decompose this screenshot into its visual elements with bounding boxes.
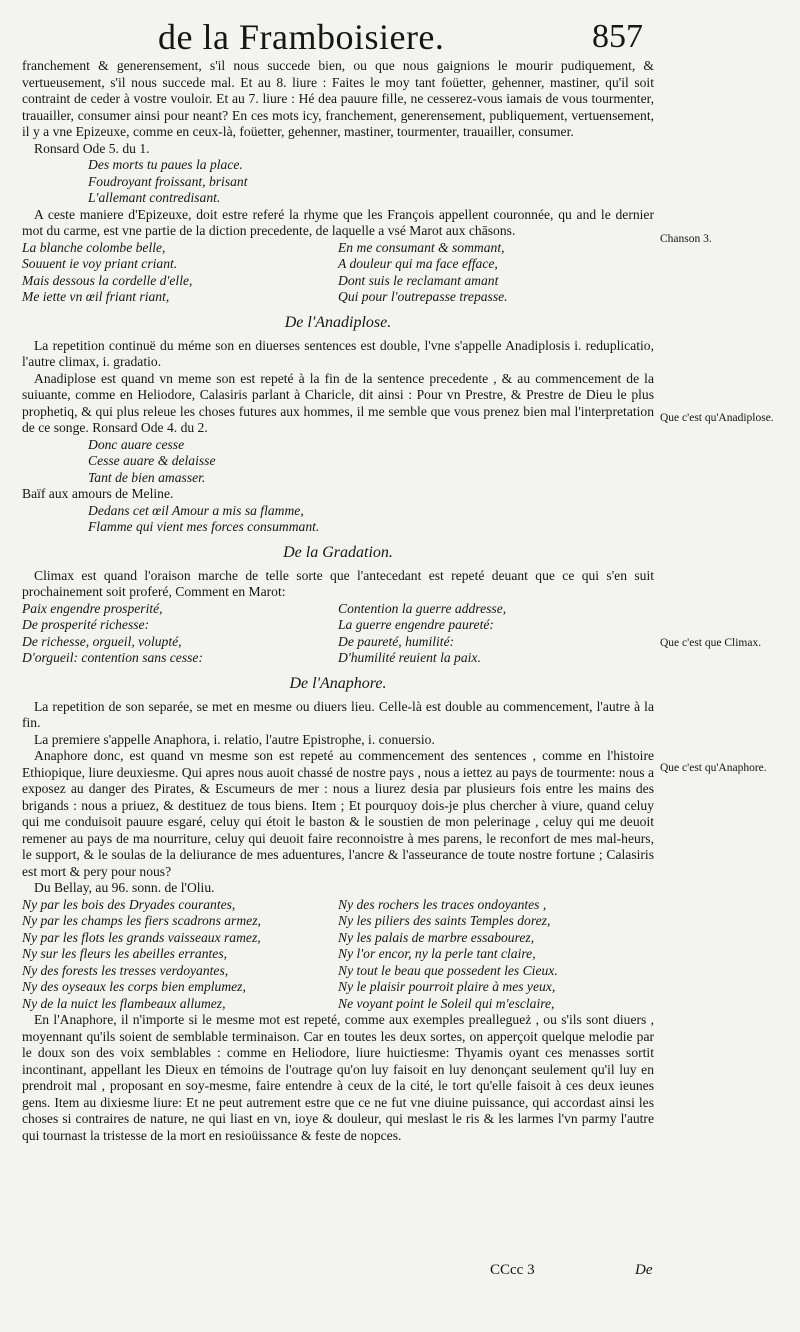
section-heading: De l'Anaphore. <box>289 674 387 692</box>
verse-line: Dont suis le reclamant amant <box>338 272 499 288</box>
verse-line: Me iette vn œil friant riant, <box>22 289 170 304</box>
verse-line: De prosperité richesse: <box>22 617 150 632</box>
verse-line: Souuent ie voy priant criant. <box>22 256 178 271</box>
paragraph: La premiere s'appelle Anaphora, i. relatio, l'autre Epistrophe, i. conuersio. <box>34 731 435 747</box>
verse-line: Ny l'or encor, ny la perle tant claire, <box>338 946 536 961</box>
page-footer <box>0 1262 800 1286</box>
signature-mark: CCcc 3 <box>490 1262 535 1278</box>
verse-line: De richesse, orgueil, volupté, <box>22 633 182 649</box>
paragraph: Anaphore donc, est quand vn mesme son est repeté au commencement des sentences , comme en l'histoire Ethiopique, liure deuxiesme. Qui apres nous auoit chassé de nostre pays , nous a iettez au pays de tourmente: nous a exposez au danger des Pirates, & Escumeurs de mer : nous a liurez desia par plusieurs fois entre les mains des brigands : nous a priuez, & destituez de tous biens. Item ; Et pourquoy dois-je plus chercher à viure, quand celuy qui me conduisoit pauure esgaré, celuy qui étoit le baston & le soustien de mon pelerinage , celuy qui me deuoit remener au pays de ma nourriture, celuy qui deuoit faire reconnoistre à mes parens, le reconfort de mes mal-heurs, le support, & le soulas de la deliurance de mes aduentures, l'ancre & l'asseurance de toute nostre fortune ; Calasiris est mort & pery pour nous? <box>22 748 654 879</box>
verse-line: Ne voyant point le Soleil qui m'esclaire, <box>338 995 555 1011</box>
verse-quote <box>22 437 654 487</box>
page-header <box>0 12 800 62</box>
paragraph: A ceste maniere d'Epizeuxe, doit estre referé la rhyme que les François appellent couronnée, qu and le dernier mot du carme, est vne partie de la diction precedente, de laquelle a vsé Marot aux chāsons. <box>22 206 654 238</box>
verse-line: Qui pour l'outrepasse trepasse. <box>338 289 508 304</box>
verse-line: De paureté, humilité: <box>338 633 455 649</box>
verse-line: Ny des forests les tresses verdoyantes, <box>22 962 229 978</box>
verse-column-right <box>338 240 654 306</box>
verse-line: Dedans cet œil Amour a mis sa flamme, <box>88 502 304 518</box>
verse-line: Ny des rochers les traces ondoyantes , <box>338 896 547 912</box>
verse-line: Ny par les bois des Dryades courantes, <box>22 896 236 912</box>
verse-columns <box>22 897 654 1013</box>
verse-quote <box>22 157 654 207</box>
verse-line: Ny sur les fleurs les abeilles errantes, <box>22 946 228 961</box>
verse-columns <box>22 240 654 306</box>
verse-line: Ny par les champs les fiers scadrons armez, <box>22 913 261 928</box>
verse-line: Ny les palais de marbre essabourez, <box>338 929 535 945</box>
verse-line: Contention la guerre addresse, <box>338 600 507 616</box>
citation: Baïf aux amours de Meline. <box>22 486 174 501</box>
verse-column-left <box>22 240 338 306</box>
verse-line: Ny tout le beau que possedent les Cieux. <box>338 962 558 978</box>
citation: Ronsard Ode 4. du 2. <box>92 420 208 435</box>
verse-line: Ny les piliers des saints Temples dorez, <box>338 913 551 928</box>
verse-line: D'orgueil: contention sans cesse: <box>22 650 203 665</box>
verse-line: L'allemant contredisant. <box>88 190 221 205</box>
verse-column-left <box>22 897 338 1013</box>
verse-line: La guerre engendre paureté: <box>338 617 494 632</box>
paragraph: La repetition de son separée, se met en mesme ou diuers lieu. Celle-là est double au commencement, l'autre à la fin. <box>22 698 654 730</box>
verse-line: Des morts tu paues la place. <box>88 157 243 172</box>
paragraph <box>22 568 654 601</box>
verse-line: Cesse auare & delaisse <box>88 453 216 468</box>
verse-line: Paix engendre prosperité, <box>22 600 163 616</box>
margin-note: Chanson 3. <box>660 233 712 245</box>
verse-line: Ny par les flots les grands vaisseaux ramez, <box>22 929 261 945</box>
paragraph: La repetition continuë du méme son en diuerses sentences est double, l'vne s'appelle Anadiplosis i. reduplicatio, l'autre climax, i. gradatio. <box>22 337 654 369</box>
citation: Comment en Marot: <box>175 584 286 599</box>
section-heading: De l'Anadiplose. <box>284 313 392 331</box>
page-number: 857 <box>592 18 643 55</box>
main-text <box>22 58 654 1144</box>
verse-line: D'humilité reuient la paix. <box>338 650 481 665</box>
citation: Ronsard Ode 5. du 1. <box>34 140 150 156</box>
paragraph: En l'Anaphore, il n'importe si le mesme mot est repeté, comme aux exemples preallegueż , ou s'ils sont diuers , moyennant qu'ils soient de semblable terminaison. Car en toutes les deux sortes, on apperçoit quelque melodie par le doux son des voix semblables : comme en Heliodore, liure huictiesme: Thyamis oyant ces menasses sortit incontinant, appellant les Dieux en témoins de l'outrage qu'on luy faisoit en luy denonçant seulement qu'il luy en prendroit mal , proposant en soy-mesme, faire entendre à ceux de la cité, le tort qu'elle faisoit à ces deux ieunes gens. Item au dixiesme liure: Et ne peut autrement estre que ce ne fut vne diuine puissance, qui accordast ainsi les choses si contraires de nature, ne qui liast en vn, ioye & douleur, qui meslast le ris & les larmes l'vn parmy l'autre qui tournast la tristesse de la mort en resioüissance & feste de nopces. <box>22 1012 654 1143</box>
margin-note: Que c'est que Climax. <box>660 637 762 649</box>
verse-line: Tant de bien amasser. <box>88 469 206 485</box>
verse-columns <box>22 601 654 667</box>
verse-column-right <box>338 601 654 667</box>
verse-line: Flamme qui vient mes forces consummant. <box>88 519 320 534</box>
verse-line: La blanche colombe belle, <box>22 239 166 255</box>
running-title: de la Framboisiere. <box>158 17 445 57</box>
verse-line: A douleur qui ma face efface, <box>338 256 498 271</box>
citation: Du Bellay, au 96. sonn. de l'Oliu. <box>34 880 215 895</box>
verse-column-left <box>22 601 338 667</box>
verse-line: Ny des oyseaux les corps bien emplumez, <box>22 979 246 994</box>
margin-note: Que c'est qu'Anadiplose. <box>660 412 774 424</box>
paragraph-text: Climax est quand l'oraison marche de telle sorte que l'antecedant est repeté deuant que ce qui s'en suit prochainement soit proferé, <box>22 567 654 599</box>
paragraph: franchement & generensement, s'il nous succede bien, ou que nous gaignions le mourir pudiquement, & vertueusement, s'il nous succede mal. Et au 8. liure : Faites le moy tant foüetter, gehenner, mastiner, qu'il soit contraint de ceder à vostre vouloir. Et au 7. liure : Hé dea pauure fille, ne cesserez-vous iamais de vous tourmenter, trauailler, consumer ainsi pour neant? En ces mots icy, franchement, generensement, publiquement, vertuensement, il y a vne Epizeuxe, comme en ceux-là, foüetter, gehenner, mastiner, tourmenter, trauailler, consumer. <box>22 58 654 139</box>
margin-note: Que c'est qu'Anaphore. <box>660 762 767 774</box>
section-heading: De la Gradation. <box>283 543 393 561</box>
paragraph-text: Anadiplose est quand vn meme son est repeté à la fin de la sentence precedente , & au commencement de la suiuante, comme en Heliodore, Calasiris parlant à Charicle, dit ainsi : Pour vn Prestre, & Prestre de Dieu le plus prophetiq, & qui plus releue les choses futures aux hommes, il me semble que vous prenez bien mal l'interpretation de ce songe. <box>22 370 654 435</box>
verse-quote <box>22 503 654 536</box>
verse-line: Ny le plaisir pourroit plaire à mes yeux, <box>338 979 556 994</box>
verse-line: En me consumant & sommant, <box>338 239 505 255</box>
paragraph <box>22 371 654 437</box>
verse-line: Foudroyant froissant, brisant <box>88 173 248 189</box>
verse-line: Ny de la nuict les flambeaux allumez, <box>22 995 226 1011</box>
verse-line: Donc auare cesse <box>88 436 185 452</box>
verse-column-right <box>338 897 654 1013</box>
verse-line: Mais dessous la cordelle d'elle, <box>22 272 193 288</box>
catchword: De <box>635 1262 653 1278</box>
